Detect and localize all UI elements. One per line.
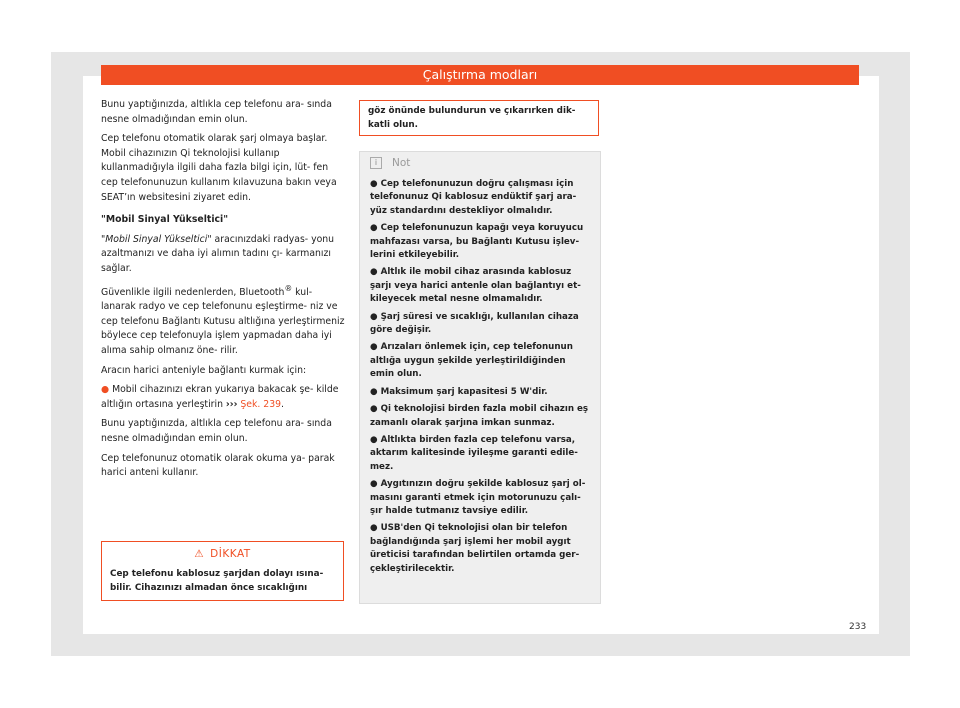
paragraph-text: " aracınızdaki radyas- yonu azaltmanızı ve daha iyi alımın tadını çı- karmanızı sağlar. [101,233,335,274]
note-item: ● Cep telefonunuzun doğru çalışması için telefonunuz Qi kablosuz endüktif şarj ara- yüz standardını destekliyor olmalıdır. [370,179,577,216]
paragraph-text: Güvenlikle ilgili nedenlerden, Bluetooth [101,286,285,298]
paragraph: Aracın harici anteniyle bağlantı kurmak için: [101,364,307,376]
section-header [101,65,859,85]
warning-text: Cep telefonu kablosuz şarjdan dolayı ısına- bilir. Cihazınızı almadan önce sıcaklığını [110,569,324,593]
note-item: ● Arızaları önlemek için, cep telefonunun altlığa uygun şekilde yerleştirildiğinden emin olun. [370,342,573,380]
note-item: ● Altlıkta birden fazla cep telefonu varsa, aktarım kalitesinde iyileşme garanti edile- mez. [370,434,578,472]
registered-mark: ® [284,283,293,293]
bullet-icon: ● [101,384,110,396]
bullet-text: Mobil cihazınızı ekran yukarıya bakacak şe- kilde altlığın ortasına yerleştirin [101,384,339,410]
note-item: ● Aygıtınızın doğru şekilde kablosuz şarj ol- masını garanti etmek için motorunuzu çalı- şır halde tutmanız tavsiye edilir. [370,479,586,516]
bullet-item [101,383,345,412]
note-box [359,151,601,604]
warning-continuation-box [359,100,599,136]
paragraph: Bunu yaptığınızda, altlıkla cep telefonu ara- sında nesne olmadığından emin olun. [101,418,332,444]
note-item: ● Altlık ile mobil cihaz arasında kablosuz şarjı veya harici antenle olan bağlantıyı et- kileyecek metal nesne olmamalıdır. [370,267,581,305]
paragraph [101,282,345,359]
warning-header [102,542,343,566]
quote-mark: " [101,233,106,245]
warning-box [101,541,344,601]
warning-continuation-text: göz önünde bulundurun ve çıkarırken dik- katli olun. [368,106,576,130]
paragraph: Cep telefonunuz otomatik olarak okuma ya- parak harici anteni kullanır. [101,452,335,479]
subheading: "Mobil Sinyal Yükseltici" [101,214,229,226]
warning-title: DİKKAT [210,548,251,560]
note-header [360,152,600,174]
figure-link[interactable]: Şek. 239 [237,398,282,410]
note-title: Not [392,157,411,169]
paragraph [101,233,345,277]
note-item: ● Şarj süresi ve sıcaklığı, kullanılan cihaza göre değişir. [370,311,579,336]
emphasis-term: Mobil Sinyal Yükseltici [105,233,208,245]
note-item: ● USB'den Qi teknolojisi olan bir telefon bağlandığında şarj işlemi her mobil aygıt üreticisi tarafından belirtilen ortamda ger- çekleştirilecektir. [370,523,580,574]
note-list [360,174,600,576]
note-item: ● Qi teknolojisi birden fazla mobil cihazın eş zamanlı olarak şarjına imkan sunmaz. [370,404,589,428]
bullet-end: . [281,398,285,410]
info-icon: i [370,157,382,169]
note-item: ● Maksimum şarj kapasitesi 5 W'dir. [370,386,548,397]
paragraph: Cep telefonu otomatik olarak şarj olmaya başlar. Mobil cihazınızın Qi teknolojisi kullanıp kullanmadığıyla ilgili daha fazla bilgi için, lüt- fen cep telefonunuzun kullanım kılavuzuna bakın veya SEAT’ın websitesini ziyaret edin. [101,133,337,203]
arrows-icon: ››› [225,398,238,410]
note-item: ● Cep telefonunuzun kapağı veya koruyucu mahfazası varsa, bu Bağlantı Kutusu işlev- lerini etkileyebilir. [370,223,584,261]
section-title: Çalıştırma modları [422,67,538,82]
paragraph: Bunu yaptığınızda, altlıkla cep telefonu ara- sında nesne olmadığından emin olun. [101,99,332,125]
paragraph-text: kul- lanarak radyo ve cep telefonunu eşleştirme- niz ve cep telefonu Bağlantı Kutusu altlığına yerleştirmeniz böylece cep telefonuyla işlem yapmadan daha iyi alıma sahip olmanız öne- rilir. [101,286,345,356]
warning-icon: ⚠ [194,548,205,560]
left-column [101,98,345,486]
page-number: 233 [849,622,867,632]
